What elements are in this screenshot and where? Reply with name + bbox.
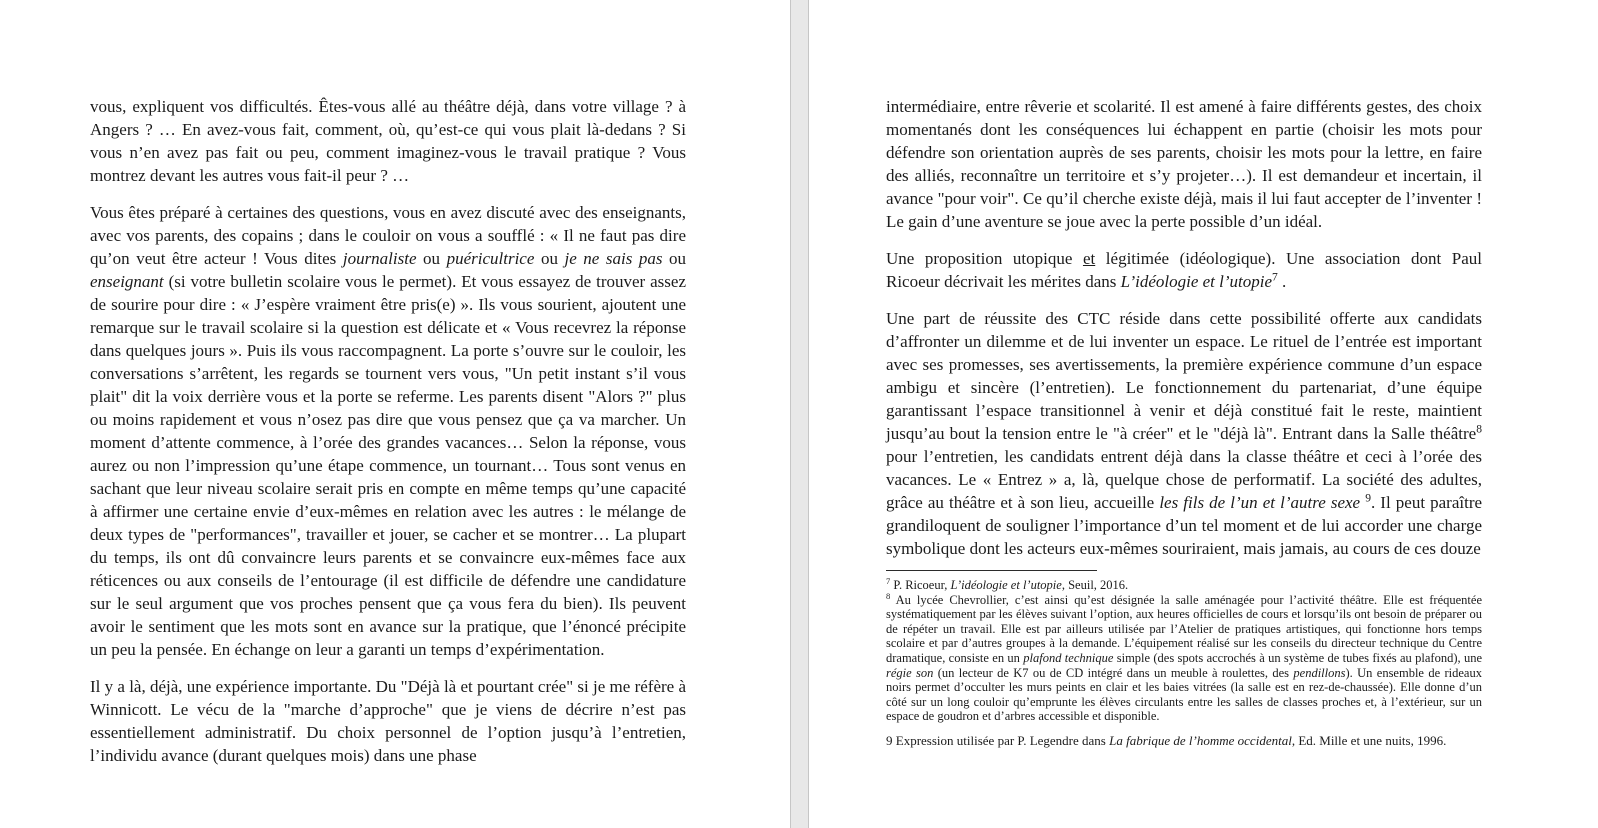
text-run: ou bbox=[662, 249, 687, 268]
text-run: intermédiaire, entre rêverie et scolarité. Il est amené à faire différents gestes, des choix momentanés dont les conséquences lui échappent en partie (choisir les mots pour défendre son orientation auprès de ses parents, choisir les mots pour la lettre, en faire des alliés, reconnaître un territoire et s’y projeter…). Il est demandeur et incertain, il avance "pour voir". Ce qu’il cherche existe déjà, mais il lui faut accepter de l’inventer ! Le gain d’une aventure se joue avec la perte possible d’un idéal. bbox=[886, 97, 1482, 231]
footnotes-section bbox=[886, 570, 1482, 749]
text-run: puéricultrice bbox=[446, 249, 535, 268]
paragraph bbox=[886, 307, 1482, 560]
text-run: . Il peut paraître grandiloquent de souligner l’importance d’un tel moment et de lui accorder une charge symbolique dont les acteurs eux-mêmes souriraient, mais jamais, au cours de ces douze bbox=[886, 493, 1483, 558]
text-run: plafond technique bbox=[1023, 650, 1114, 665]
footnote bbox=[886, 590, 1482, 724]
footnote-list bbox=[886, 575, 1482, 749]
text-run: Au lycée Chevrollier, c’est ainsi qu’est désignée la salle aménagée pour l’activité théâtre. Elle est fréquentée systématiquement par les élèves suivant l’option, aux heures officielles de cours et lorsqu’ils ont besoin de préparer ou de répéter un travail. Elle est par ailleurs utilisée par l’Atelier de pratiques artistiques, qui fonctionne hors temps scolaire et par d’autres groupes à la demande. L’équipement réalisé sur les conseils du directeur technique du Centre dramatique, consiste en un bbox=[886, 592, 1482, 665]
text-run: Vous êtes préparé à certaines des questions, vous en avez discuté avec des enseignants, avec vos parents, des copains ; dans le couloir on vous a soufflé : « Il ne faut pas dire qu’on veut être acteur ! Vous dites bbox=[90, 203, 686, 268]
page-right bbox=[809, 0, 1598, 828]
text-run: pour l’entretien, les candidats entrent déjà dans la classe théâtre et ceci à l’orée des vacances. Le « Entrez » a, là, quelque chose de performatif. La société des adultes, grâce au théâtre et à son lieu, accueille bbox=[886, 447, 1482, 512]
footnote-ref: 7 bbox=[886, 575, 891, 586]
text-run: vous, expliquent vos difficultés. Êtes-vous allé au théâtre déjà, dans votre village ? à Angers ? … En avez-vous fait, comment, où, qu’est-ce qui vous plait là-dedans ? Si vous n’en avez pas fait ou peu, comment imaginez-vous le travail pratique ? Vous montrez devant les autres vous fait-il peur ? … bbox=[90, 97, 686, 185]
paragraph bbox=[886, 247, 1482, 293]
text-run: La fabrique de l’homme occidental bbox=[1109, 732, 1292, 748]
paragraph bbox=[90, 95, 686, 187]
text-run: ). Un ensemble de rideaux noirs permet d’occulter les murs peints en clair et les baies vitrées (la salle est en rez-de-chaussée). Elle donne d’un côté sur un long couloir qu’emprunte les élèves circulants entre les salles de classes proches et, à l’extérieur, sur un espace de goudron et d’arbres accessible et disponible. bbox=[886, 665, 1482, 724]
text-run: . bbox=[1277, 272, 1287, 291]
paragraph bbox=[886, 95, 1482, 233]
footnote-ref: 8 bbox=[886, 590, 891, 601]
text-run: (si votre bulletin scolaire vous le permet). Et vous essayez de trouver assez de sourire pour dire : « J’espère vraiment être pris(e) ». Ils vous sourient, ajoutent une remarque sur le travail scolaire si la question est délicate et « Vous recevrez la réponse dans quelques jours ». Puis ils vous raccompagnent. La porte s’ouvre sur le couloir, les conversations s’arrêtent, les regards se tournent vers vous, "Un petit instant s’il vous plait" dit la voix derrière vous et la porte se referme. Les parents disent "Alors ?" plus ou moins rapidement et vous n’osez pas dire que vous pensez que ça va marcher. Un moment d’attente commence, à l’orée des grandes vacances… Selon la réponse, vous aurez ou non l’impression qu’une étape commence, un tournant… Tous sont venus en sachant que leur niveau scolaire serait pris en compte en même temps qu’une capacité à affirmer une certaine envie d’eux-mêmes en relation avec les autres : le mélange de deux types de "performances", travailler et jouer, se cacher et se montrer… La plupart du temps, ils ont dû convaincre leurs parents et se convaincre eux-mêmes face aux réticences ou aux conseils de l’entourage (il est difficile de défendre une candidature sur le seul argument que vos proches pensent que ça vous fera du bien). Ils peuvent avoir le sentiment que les mots sont en avance sur la pratique, que l’énoncé précipite un peu la pensée. En échange on leur a garanti un temps d’expérimentation. bbox=[90, 272, 686, 659]
footnote bbox=[886, 733, 1482, 749]
text-run: Une part de réussite des CTC réside dans cette possibilité offerte aux candidats d’affronter un dilemme et de lui inventer un espace. Le rituel de l’entrée est important avec ses promesses, ses avertissements, la première expérience commune d’un espace ambigu et sincère (l’entretien). Le fonctionnement du partenariat, d’une équipe garantissant l’espace transitionnel à venir et déjà constitué fait le reste, maintient jusqu’au bout la tension entre le "à créer" et le "déjà là". Entrant dans la Salle théâtre bbox=[886, 309, 1482, 443]
paragraph bbox=[90, 675, 686, 767]
text-run: , Ed. Mille et une nuits, 1996. bbox=[1291, 732, 1447, 748]
text-run: journaliste bbox=[342, 249, 417, 268]
text-run: ou bbox=[416, 249, 447, 268]
text-run: L’idéologie et l’utopie bbox=[1120, 272, 1273, 291]
footnote-ref: 9 bbox=[1365, 491, 1371, 505]
text-run: simple (des spots accrochés à un système de tubes fixés au plafond), une bbox=[1113, 650, 1482, 665]
text-run: régie son bbox=[886, 665, 934, 680]
right-text-column bbox=[886, 95, 1482, 560]
text-run: légitimée (idéologique). Une association dont Paul Ricoeur décrivait les mérites dans bbox=[886, 249, 1482, 291]
left-text-column bbox=[90, 95, 686, 767]
text-run: et bbox=[1082, 249, 1096, 268]
footnote-separator bbox=[886, 570, 1097, 571]
text-run: je ne sais pas bbox=[564, 249, 663, 268]
text-run: les fils de l’un et l’autre sexe bbox=[1159, 493, 1361, 512]
footnote bbox=[886, 575, 1482, 593]
text-run: Une proposition utopique bbox=[886, 249, 1083, 268]
text-run: P. Ricoeur, bbox=[890, 578, 951, 592]
text-run: L’idéologie et l’utopie bbox=[950, 578, 1062, 592]
paragraph bbox=[90, 201, 686, 661]
footnote-ref: 7 bbox=[1272, 270, 1278, 284]
text-run: ou bbox=[534, 249, 565, 268]
text-run: (un lecteur de K7 ou de CD intégré dans un meuble à roulettes, des bbox=[933, 665, 1294, 680]
text-run: , Seuil, 2016. bbox=[1061, 578, 1129, 592]
text-run: 9 Expression utilisée par P. Legendre dans bbox=[886, 732, 1110, 748]
text-run: enseignant bbox=[90, 272, 164, 291]
footnote-ref: 8 bbox=[1476, 422, 1482, 436]
page-left bbox=[0, 0, 790, 828]
text-run: Il y a là, déjà, une expérience importante. Du "Déjà là et pourtant crée" si je me réfère à Winnicott. Le vécu de la "marche d’approche" que je viens de décrire n’est pas essentiellement administratif. Du choix personnel de l’option jusqu’à l’entretien, l’individu avance (durant quelques mois) dans une phase bbox=[90, 677, 686, 765]
page-gutter bbox=[790, 0, 809, 828]
text-run: pendillons bbox=[1293, 665, 1346, 680]
